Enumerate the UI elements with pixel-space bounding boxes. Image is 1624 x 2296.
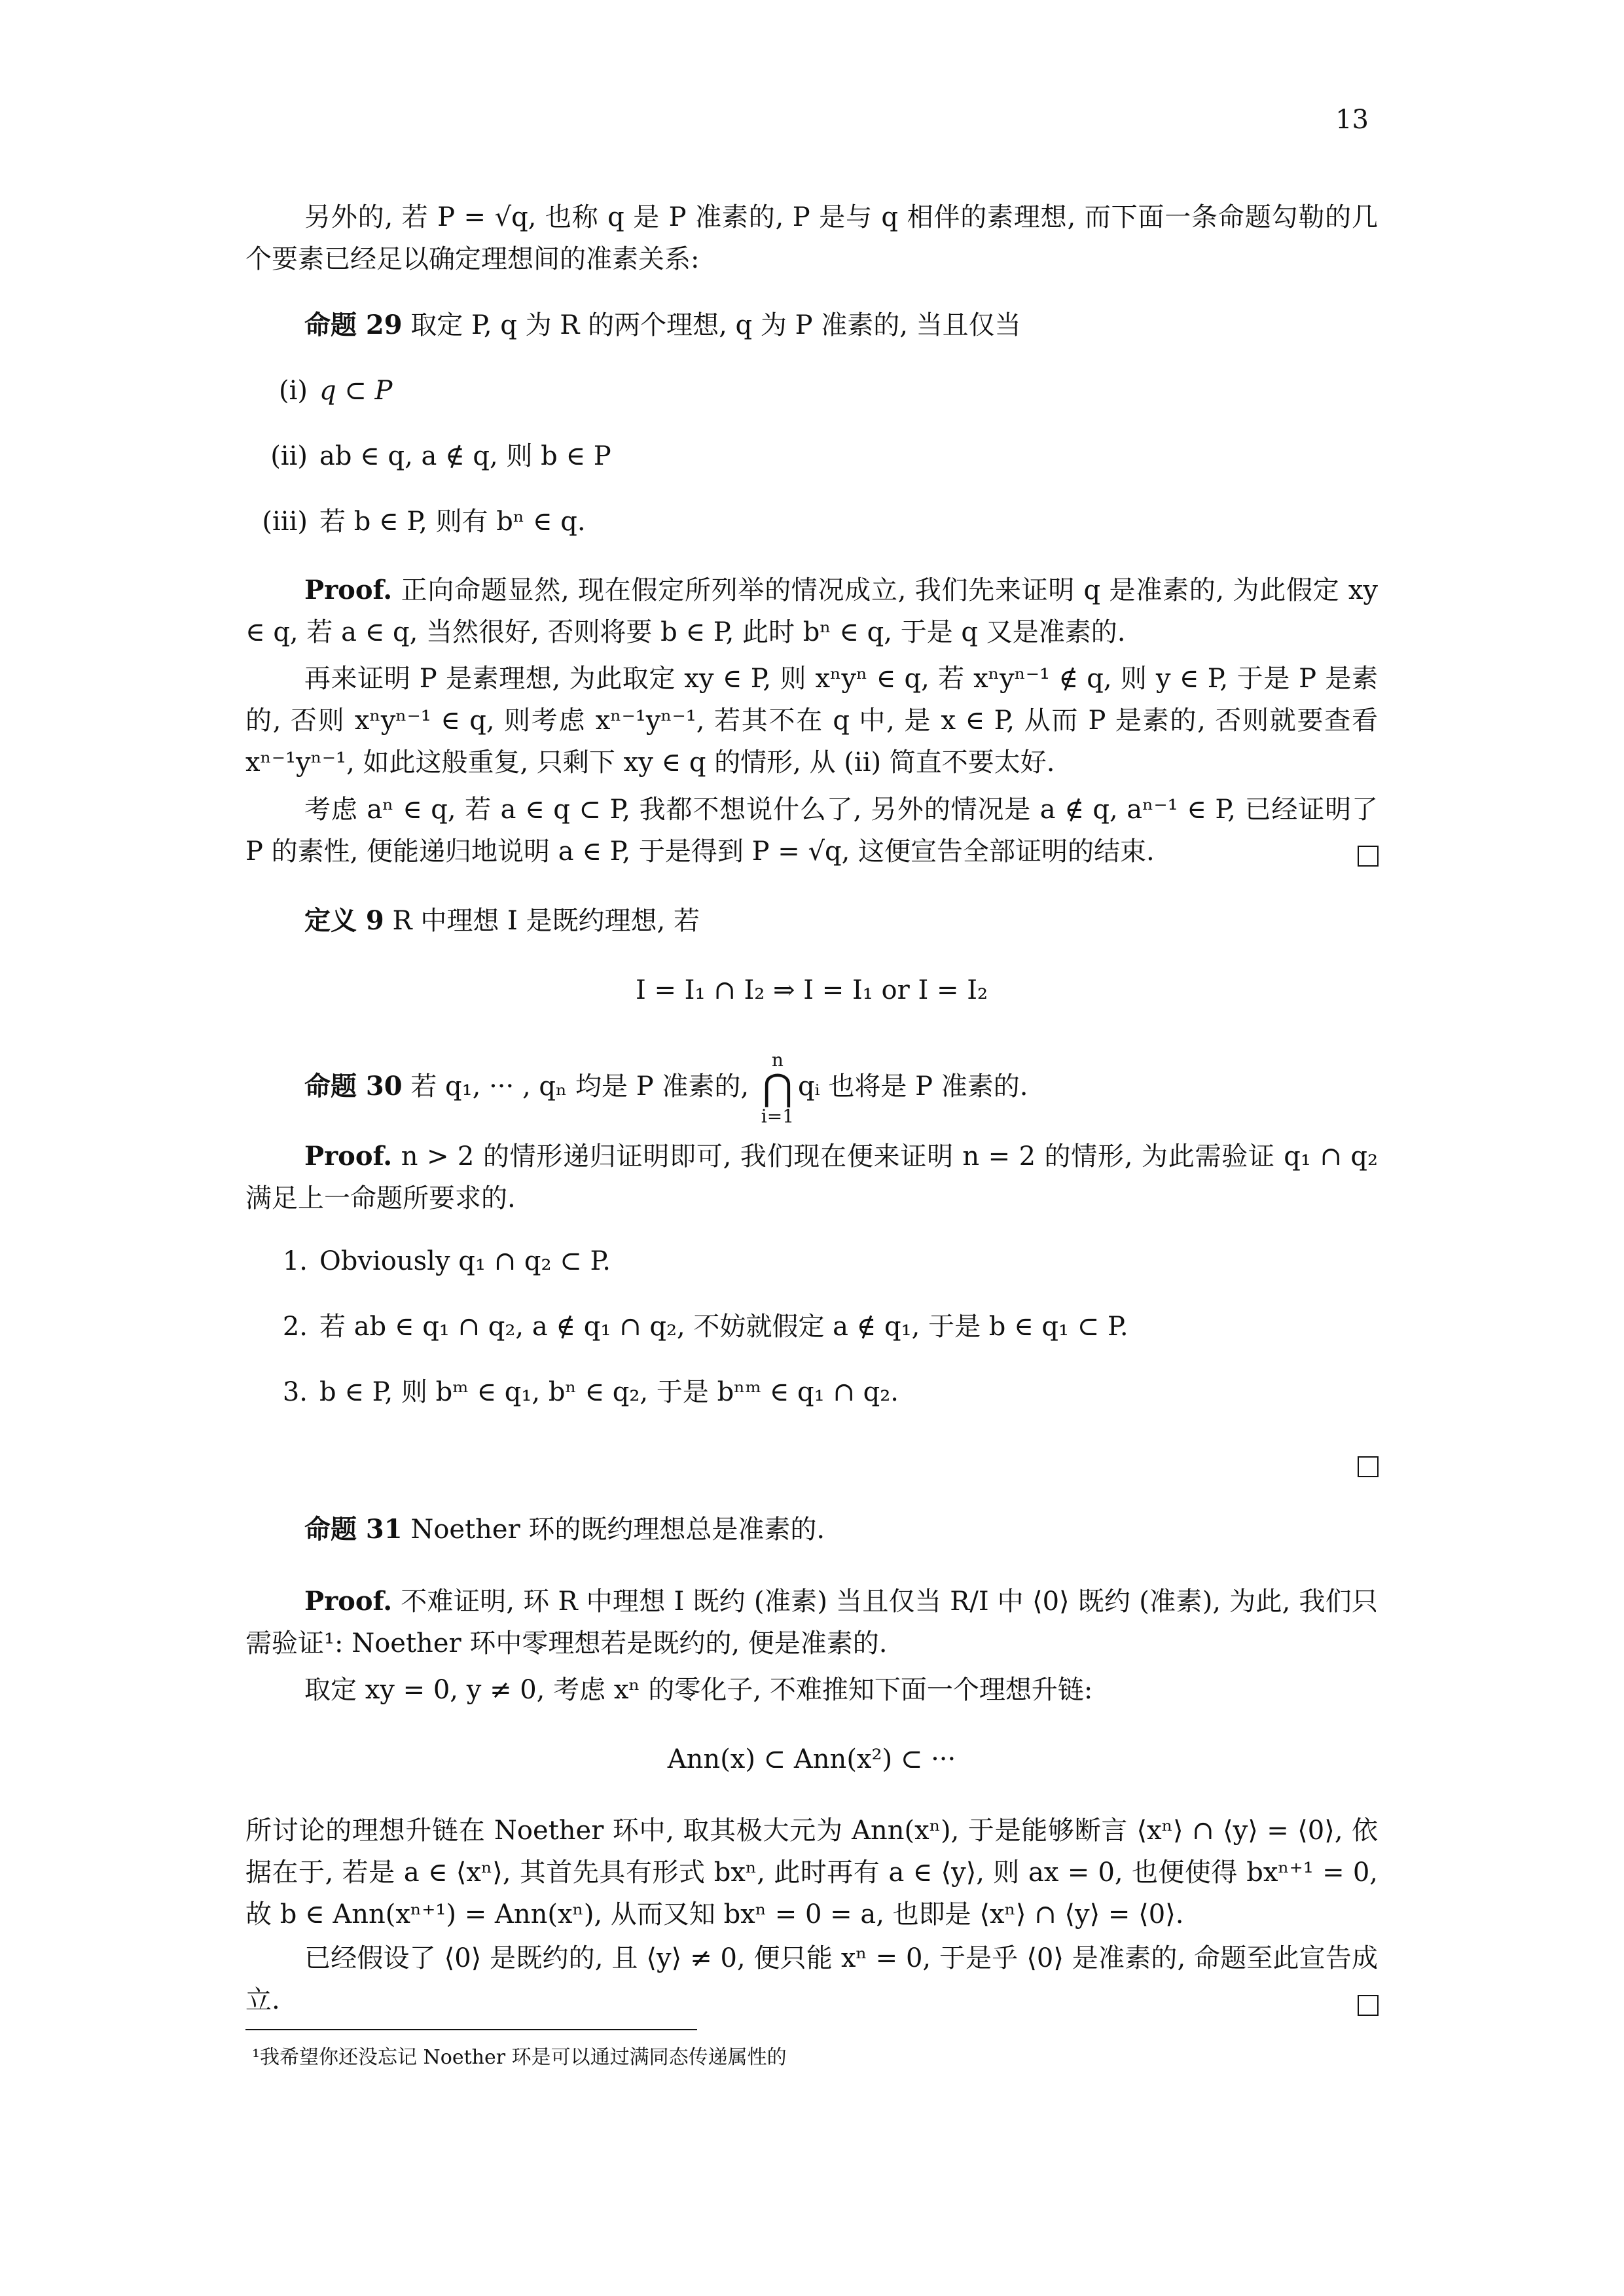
footnote: ¹我希望你还没忘记 Noether 环是可以通过满同态传递属性的: [252, 2046, 787, 2069]
proof30-paragraph: Proof. n > 2 的情形递归证明即可, 我们现在便来证明 n = 2 的情形, 为此需验证 q₁ ∩ q₂ 满足上一命题所要求的.: [245, 1141, 1378, 1213]
proposition-30: 命题 30 若 q₁, ··· , qₙ 均是 P 准素的, n ⋂ i=1 qᵢ 也将是 P 准素的.: [304, 1049, 1028, 1127]
page-number: 13: [1335, 105, 1369, 135]
proof31-paragraph-1: Proof. 不难证明, 环 R 中理想 I 既约 (准素) 当且仅当 R/I 中 ⟨0⟩ 既约 (准素), 为此, 我们只需验证¹: Noether 环中零理想若是既约的, 便是准素的.: [245, 1586, 1378, 1659]
prop29-text: 取定 P, q 为 R 的两个理想, q 为 P 准素的, 当且仅当: [410, 310, 1021, 340]
proof31-paragraph-2: 取定 xy = 0, y ≠ 0, 考虑 xⁿ 的零化子, 不难推知下面一个理想升链:: [304, 1675, 1093, 1705]
proof30-item-3: 3. b ∈ P, 则 bᵐ ∈ q₁, bⁿ ∈ q₂, 于是 bⁿᵐ ∈ q₁ ∩ q₂.: [282, 1377, 899, 1407]
proof31-label: Proof.: [304, 1586, 393, 1617]
big-intersection-operator: n ⋂ i=1: [761, 1049, 795, 1127]
proof29-paragraph-1: Proof. 正向命题显然, 现在假定所列举的情况成立, 我们先来证明 q 是准素的, 为此假定 xy ∈ q, 若 a ∈ q, 当然很好, 否则将要 b ∈ P, 此时 bⁿ ∈ q, 于是 q 又是准素的.: [245, 575, 1378, 647]
prop29-item-3: (iii) 若 b ∈ P, 则有 bⁿ ∈ q.: [262, 507, 586, 537]
prop30-label: 命题 30: [304, 1071, 403, 1102]
def9-label: 定义 9: [304, 905, 384, 936]
proof30-item-1: 1. Obviously q₁ ∩ q₂ ⊂ P.: [282, 1246, 611, 1276]
proof31-paragraph-3: 所讨论的理想升链在 Noether 环中, 取其极大元为 Ann(xⁿ), 于是能够断言 ⟨xⁿ⟩ ∩ ⟨y⟩ = ⟨0⟩, 依据在于, 若是 a ∈ ⟨xⁿ⟩, 其首先具有形式 bxⁿ, 此时再有 a ∈ ⟨y⟩, 则 ax = 0, 也便使得 bxⁿ⁺¹ = 0, 故 b ∈ Ann(xⁿ⁺¹) = Ann(xⁿ), 从而又知 bxⁿ = 0 = a, 也即是 ⟨xⁿ⟩ ∩ ⟨y⟩ = ⟨0⟩.: [245, 1816, 1378, 1929]
qed-symbol: [1358, 1456, 1379, 1477]
prop31-label: 命题 31: [304, 1514, 403, 1545]
prop29-item-1: (i) q ⊂ P: [278, 376, 393, 406]
proposition-31: 命题 31 Noether 环的既约理想总是准素的.: [304, 1514, 825, 1545]
proof31-paragraph-4: 已经假设了 ⟨0⟩ 是既约的, 且 ⟨y⟩ ≠ 0, 便只能 xⁿ = 0, 于是乎 ⟨0⟩ 是准素的, 命题至此宣告成立.: [245, 1943, 1378, 2015]
proof29-paragraph-3: 考虑 aⁿ ∈ q, 若 a ∈ q ⊂ P, 我都不想说什么了, 另外的情况是 a ∉ q, aⁿ⁻¹ ∈ P, 已经证明了 P 的素性, 便能递归地说明 a ∈ P, 于是得到 P = √q, 这便宣告全部证明的结束.: [245, 795, 1378, 867]
proof30-label: Proof.: [304, 1141, 393, 1172]
proof31-formula: Ann(x) ⊂ Ann(x²) ⊂ ···: [667, 1744, 956, 1774]
proof29-paragraph-2: 再来证明 P 是素理想, 为此取定 xy ∈ P, 则 xⁿyⁿ ∈ q, 若 xⁿyⁿ⁻¹ ∉ q, 则 y ∈ P, 于是 P 是素的, 否则 xⁿyⁿ⁻¹ ∈ q, 则考虑 xⁿ⁻¹yⁿ⁻¹, 若其不在 q 中, 是 x ∈ P, 从而 P 是素的, 否则就要查看 xⁿ⁻¹yⁿ⁻¹, 如此这般重复, 只剩下 xy ∈ q 的情形, 从 (ii) 简直不要太好.: [245, 664, 1378, 778]
proof30-item-2: 2. 若 ab ∈ q₁ ∩ q₂, a ∉ q₁ ∩ q₂, 不妨就假定 a ∉ q₁, 于是 b ∈ q₁ ⊂ P.: [282, 1312, 1128, 1342]
proposition-29: [245, 304, 1378, 346]
footnote-rule: [245, 2029, 697, 2030]
qed-symbol: [1358, 846, 1379, 867]
intro-paragraph: 另外的, 若 P = √q, 也称 q 是 P 准素的, P 是与 q 相伴的素理想, 而下面一条命题勾勒的几个要素已经足以确定理想间的准素关系:: [245, 202, 1378, 274]
proof29-label: Proof.: [304, 575, 393, 605]
prop29-item-2: (ii) ab ∈ q, a ∉ q, 则 b ∈ P: [270, 441, 611, 471]
qed-symbol: [1358, 1995, 1379, 2016]
definition-9: 定义 9 R 中理想 I 是既约理想, 若: [304, 905, 700, 936]
prop29-label: 命题 29: [304, 310, 403, 340]
def9-formula: I = I₁ ∩ I₂ ⇒ I = I₁ or I = I₂: [635, 975, 988, 1005]
